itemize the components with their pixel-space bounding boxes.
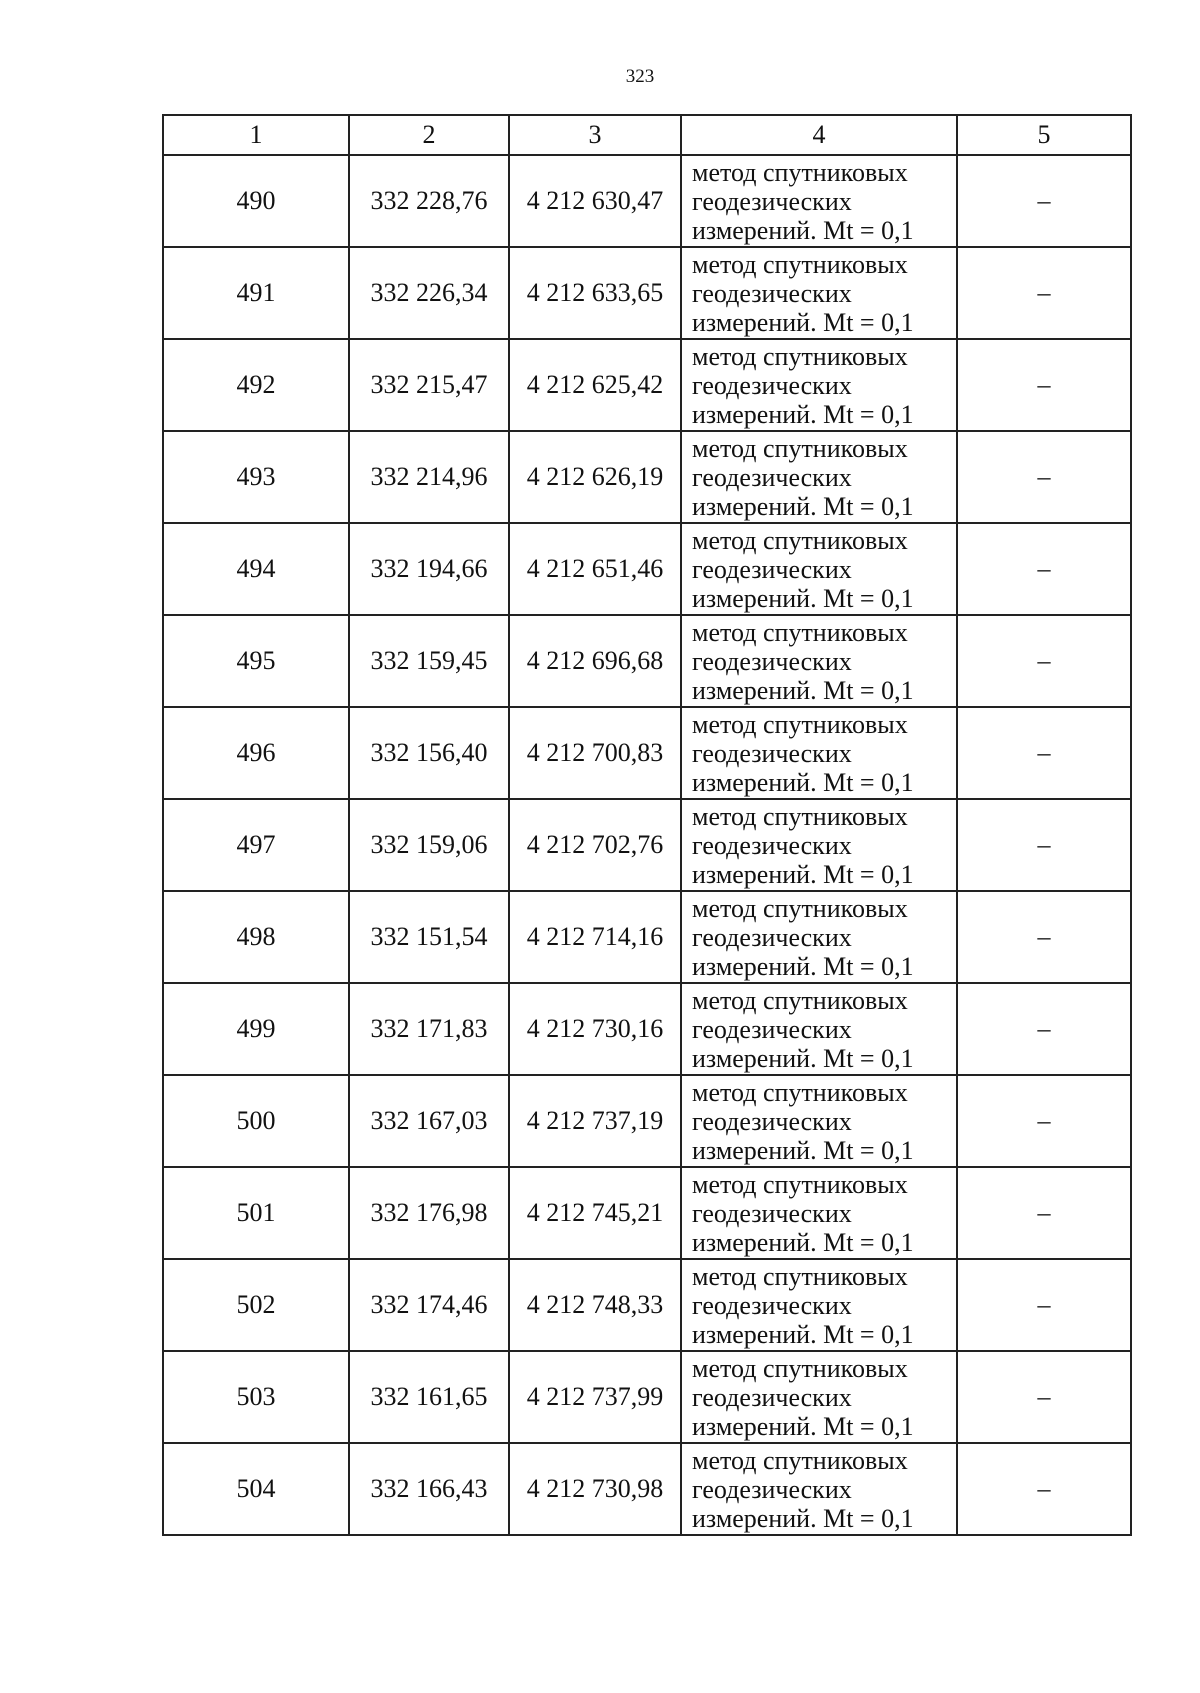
coord-y: 4 212 626,19 [509,431,681,523]
point-number: 504 [163,1443,349,1535]
table-row [163,1259,1131,1351]
coord-y: 4 212 625,42 [509,339,681,431]
col5-value: – [957,155,1131,247]
method-line-2: геодезических [692,922,852,952]
point-number: 499 [163,983,349,1075]
table-row [163,1167,1131,1259]
method-line-1: метод спутниковых [692,1353,908,1383]
method-line-2: геодезических [692,1382,852,1412]
method-cell [681,1259,957,1351]
method-cell [681,1443,957,1535]
col5-value: – [957,615,1131,707]
point-number: 500 [163,1075,349,1167]
coord-y: 4 212 737,19 [509,1075,681,1167]
method-cell [681,523,957,615]
point-number: 495 [163,615,349,707]
table-row [163,523,1131,615]
method-line-1: метод спутниковых [692,1261,908,1291]
col5-value: – [957,983,1131,1075]
method-line-2: геодезических [692,1198,852,1228]
col5-value: – [957,799,1131,891]
method-line-3: измерений. Mt = 0,1 [692,491,914,521]
point-number: 494 [163,523,349,615]
coord-x: 332 176,98 [349,1167,509,1259]
method-cell [681,1075,957,1167]
col5-value: – [957,1075,1131,1167]
table-row [163,155,1131,247]
header-col-4: 4 [681,115,957,155]
table-row [163,615,1131,707]
method-line-2: геодезических [692,462,852,492]
method-cell [681,155,957,247]
method-line-1: метод спутниковых [692,985,908,1015]
table-row [163,247,1131,339]
method-line-2: геодезических [692,1106,852,1136]
method-line-3: измерений. Mt = 0,1 [692,951,914,981]
table-row [163,1075,1131,1167]
coord-x: 332 174,46 [349,1259,509,1351]
coord-y: 4 212 630,47 [509,155,681,247]
point-number: 503 [163,1351,349,1443]
method-line-1: метод спутниковых [692,525,908,555]
method-line-2: геодезических [692,370,852,400]
col5-value: – [957,891,1131,983]
table-row [163,339,1131,431]
method-line-3: измерений. Mt = 0,1 [692,767,914,797]
method-line-3: измерений. Mt = 0,1 [692,1503,914,1533]
point-number: 497 [163,799,349,891]
method-cell [681,891,957,983]
method-line-1: метод спутниковых [692,893,908,923]
method-line-1: метод спутниковых [692,341,908,371]
method-line-3: измерений. Mt = 0,1 [692,859,914,889]
point-number: 491 [163,247,349,339]
coord-x: 332 156,40 [349,707,509,799]
coord-y: 4 212 714,16 [509,891,681,983]
method-line-3: измерений. Mt = 0,1 [692,1043,914,1073]
method-line-1: метод спутниковых [692,1169,908,1199]
method-cell [681,615,957,707]
point-number: 496 [163,707,349,799]
table-row [163,431,1131,523]
coord-y: 4 212 696,68 [509,615,681,707]
method-line-1: метод спутниковых [692,249,908,279]
method-line-2: геодезических [692,554,852,584]
coord-x: 332 167,03 [349,1075,509,1167]
method-line-2: геодезических [692,278,852,308]
method-line-3: измерений. Mt = 0,1 [692,1411,914,1441]
method-line-3: измерений. Mt = 0,1 [692,675,914,705]
coord-x: 332 194,66 [349,523,509,615]
coord-y: 4 212 730,98 [509,1443,681,1535]
col5-value: – [957,1351,1131,1443]
method-line-2: геодезических [692,830,852,860]
coord-y: 4 212 633,65 [509,247,681,339]
table-row [163,799,1131,891]
method-line-1: метод спутниковых [692,157,908,187]
point-number: 490 [163,155,349,247]
header-col-3: 3 [509,115,681,155]
method-line-1: метод спутниковых [692,1077,908,1107]
col5-value: – [957,431,1131,523]
method-line-1: метод спутниковых [692,709,908,739]
coord-y: 4 212 702,76 [509,799,681,891]
page-number: 323 [625,66,655,87]
point-number: 493 [163,431,349,523]
method-line-1: метод спутниковых [692,1445,908,1475]
header-col-5: 5 [957,115,1131,155]
table-row [163,983,1131,1075]
method-cell [681,1351,957,1443]
method-line-2: геодезических [692,646,852,676]
coord-x: 332 228,76 [349,155,509,247]
method-cell [681,339,957,431]
method-line-3: измерений. Mt = 0,1 [692,1135,914,1165]
coord-y: 4 212 651,46 [509,523,681,615]
method-line-3: измерений. Mt = 0,1 [692,215,914,245]
coord-x: 332 159,06 [349,799,509,891]
coordinates-table [162,114,1132,1536]
method-line-3: измерений. Mt = 0,1 [692,399,914,429]
coord-x: 332 166,43 [349,1443,509,1535]
table-row [163,1443,1131,1535]
header-row [163,115,1131,155]
method-cell [681,431,957,523]
method-line-1: метод спутниковых [692,617,908,647]
coord-y: 4 212 730,16 [509,983,681,1075]
col5-value: – [957,1167,1131,1259]
method-line-3: измерений. Mt = 0,1 [692,307,914,337]
method-cell [681,1167,957,1259]
coord-x: 332 159,45 [349,615,509,707]
method-line-3: измерений. Mt = 0,1 [692,1227,914,1257]
header-col-2: 2 [349,115,509,155]
col5-value: – [957,1443,1131,1535]
table-row [163,707,1131,799]
coord-x: 332 161,65 [349,1351,509,1443]
coord-y: 4 212 737,99 [509,1351,681,1443]
table-body [163,155,1131,1535]
method-line-1: метод спутниковых [692,801,908,831]
point-number: 502 [163,1259,349,1351]
coord-y: 4 212 748,33 [509,1259,681,1351]
method-line-1: метод спутниковых [692,433,908,463]
coord-x: 332 226,34 [349,247,509,339]
method-line-3: измерений. Mt = 0,1 [692,583,914,613]
col5-value: – [957,339,1131,431]
col5-value: – [957,707,1131,799]
point-number: 501 [163,1167,349,1259]
table-header [163,115,1131,155]
coord-x: 332 151,54 [349,891,509,983]
method-cell [681,707,957,799]
header-col-1: 1 [163,115,349,155]
method-line-2: геодезических [692,1290,852,1320]
method-cell [681,247,957,339]
coord-y: 4 212 745,21 [509,1167,681,1259]
method-line-2: геодезических [692,186,852,216]
col5-value: – [957,1259,1131,1351]
method-line-2: геодезических [692,1014,852,1044]
method-line-3: измерений. Mt = 0,1 [692,1319,914,1349]
col5-value: – [957,247,1131,339]
coord-x: 332 171,83 [349,983,509,1075]
table-row [163,1351,1131,1443]
method-cell [681,799,957,891]
table-row [163,891,1131,983]
method-line-2: геодезических [692,738,852,768]
coord-x: 332 214,96 [349,431,509,523]
col5-value: – [957,523,1131,615]
coord-y: 4 212 700,83 [509,707,681,799]
method-line-2: геодезических [692,1474,852,1504]
method-cell [681,983,957,1075]
coord-x: 332 215,47 [349,339,509,431]
point-number: 498 [163,891,349,983]
point-number: 492 [163,339,349,431]
